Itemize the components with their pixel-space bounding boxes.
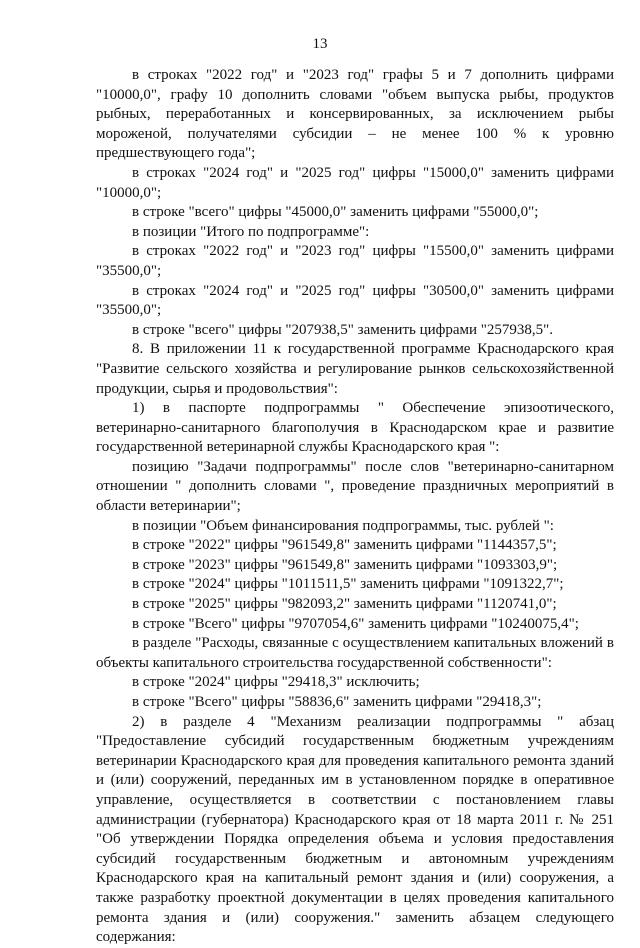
paragraph: 8. В приложении 11 к государственной программе Краснодарского края "Развитие сельского хозяйства и регулирование рынков сельскохозяйственной продукции, сырья и продовольствия":	[96, 341, 614, 397]
paragraph: в строке "2022" цифры "961549,8" заменить цифрами "1144357,5";	[132, 537, 557, 554]
paragraph: в строке "Всего" цифры "58836,6" заменить цифрами "29418,3";	[132, 694, 542, 710]
paragraph: в строке "2024" цифры "29418,3" исключить;	[132, 674, 420, 691]
paragraph: в строке "2025" цифры "982093,2" заменить цифрами "1120741,0";	[132, 596, 557, 613]
paragraph: 2) в разделе 4 "Механизм реализации подпрограммы " абзац "Предоставление субсидий государственным бюджетным учреждениям ветеринарии Краснодарского края для проведения капитального ремонта зданий и (или) сооружений, переданных им в установленном порядке в оперативное управление, осуществляется в соответствии с постановлением главы администрации (губернатора) Краснодарского края от 18 марта 2011 г. № 251 "Об утверждении Порядка определения объема и условия предоставления субсидий государственным бюджетным и автономным учреждениям Краснодарского края на капитальный ремонт здания и (или) сооружения, а также разработку проектной документации в целях проведения капитального ремонта здания и (или) сооружения." заменить абзацем следующего содержания:	[96, 713, 614, 946]
paragraph: в позиции "Объем финансирования подпрограммы, тыс. рублей ":	[132, 517, 554, 534]
document-body	[96, 66, 614, 948]
paragraph: в строке "Всего" цифры "9707054,6" заменить цифрами "10240075,4";	[132, 615, 579, 632]
paragraph: в строках "2022 год" и "2023 год" цифры "15500,0" заменить цифрами "35500,0";	[96, 243, 614, 279]
paragraph: в позиции "Итого по подпрограмме":	[132, 223, 370, 240]
paragraph: позицию "Задачи подпрограммы" после слов "ветеринарно-санитарном отношении " дополнить словами ", проведение праздничных мероприятий в области ветеринарии";	[96, 458, 614, 515]
paragraph: в строке "2023" цифры "961549,8" заменить цифрами "1093303,9";	[132, 556, 558, 573]
paragraph: в строках "2024 год" и "2025 год" цифры "15000,0" заменить цифрами "10000,0";	[96, 164, 614, 201]
paragraph: в строке "2024" цифры "1011511,5" заменить цифрами "1091322,7";	[132, 576, 564, 593]
paragraph: в строках "2022 год" и "2023 год" графы 5 и 7 дополнить цифрами "10000,0", графу 10 дополнить словами "объем выпуска рыбы, продуктов рыбных, переработанных и консервированных, за исключением рыбы мороженой, получателями субсидии – не менее 100 % к уровню предшествующего года";	[96, 67, 614, 162]
paragraph: в строках "2024 год" и "2025 год" цифры "30500,0" заменить цифрами "35500,0";	[96, 282, 614, 319]
paragraph: в строке "всего" цифры "45000,0" заменить цифрами "55000,0";	[132, 204, 539, 221]
paragraph: в разделе "Расходы, связанные с осуществлением капитальных вложений в объекты капитального строительства государственной собственности":	[96, 635, 614, 671]
paragraph: в строке "всего" цифры "207938,5" заменить цифрами "257938,5".	[132, 321, 554, 338]
page-number: 13	[312, 36, 328, 52]
paragraph: 1) в паспорте подпрограммы " Обеспечение эпизоотического, ветеринарно-санитарного благополучия в Краснодарском крае и развитие государственной ветеринарной службы Краснодарского края ":	[96, 400, 614, 456]
